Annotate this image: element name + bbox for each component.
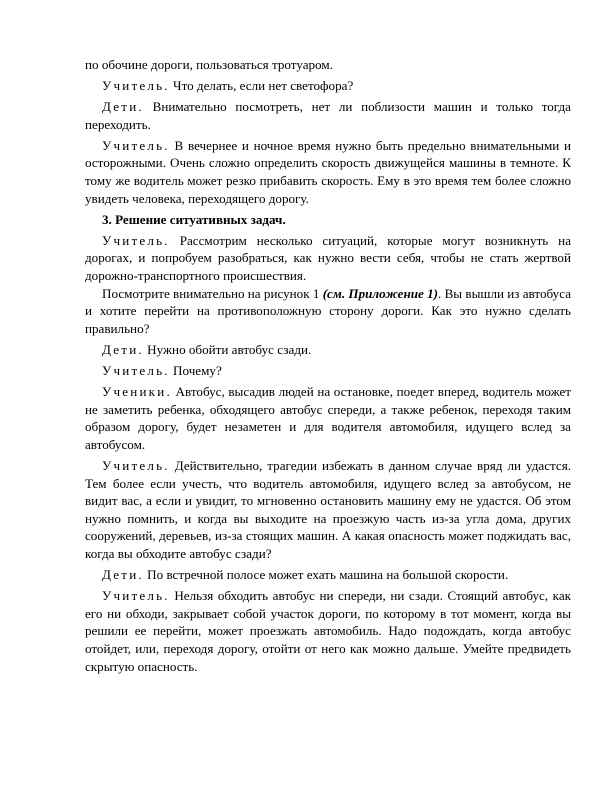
- paragraph-children-oncoming: [85, 566, 571, 584]
- speaker-label: Учитель.: [102, 232, 170, 248]
- speaker-label: Учитель.: [102, 588, 170, 604]
- document-page: [85, 56, 571, 679]
- speaker-label: Дети.: [102, 567, 144, 583]
- speaker-label: Ученики.: [102, 384, 172, 400]
- speaker-label: Дети.: [102, 341, 144, 357]
- speaker-label: Дети.: [102, 99, 144, 115]
- speaker-label: Учитель.: [102, 137, 170, 153]
- paragraph-teacher-night: [85, 137, 571, 207]
- paragraph-teacher-question: [85, 77, 571, 95]
- paragraph-text: по обочине дороги, пользоваться тротуаром.: [85, 57, 333, 72]
- paragraph-text: В вечернее и ночное время нужно быть предельно внимательными и осторожными. Очень сложно определить скорость движущейся машины в темноте. К тому же водитель может резко прибавить скорость. Ему в это время тем более сложно увидеть человека, переходящего дорогу.: [85, 137, 571, 206]
- paragraph-text: Почему?: [169, 363, 222, 378]
- paragraph-text: Рассмотрим несколько ситуаций, которые могут возникнуть на дорогах, и попробуем разобраться, как нужно вести себя, чтобы не стать жертвой дорожно-транспортного происшествия.: [85, 232, 571, 284]
- paragraph-sidewalk: [85, 56, 571, 74]
- paragraph-students-answer: [85, 383, 571, 453]
- paragraph-text: Автобус, высадив людей на остановке, поедет вперед, водитель может не заметить ребенка, обходящего автобус спереди, а также ребенок, переходя таким образом дорогу, будет незаметен и для водителя автомобиля, идущего вслед за автобусом.: [85, 384, 571, 452]
- paragraph-children-behind: [85, 341, 571, 359]
- speaker-label: Учитель.: [102, 363, 170, 378]
- paragraph-teacher-conclusion: [85, 587, 571, 675]
- speaker-label: Учитель.: [102, 457, 170, 473]
- speaker-label: Учитель.: [102, 78, 170, 94]
- section-heading: 3. Решение ситуативных задач.: [102, 211, 286, 227]
- paragraph-text: Нужно обойти автобус сзади.: [143, 341, 312, 357]
- paragraph-teacher-tragedy: [85, 457, 571, 563]
- paragraph-text: По встречной полосе может ехать машина на большой скорости.: [143, 567, 509, 583]
- paragraph-teacher-situations: [85, 232, 571, 285]
- paragraph-text: . Вы вышли из автобуса и хотите перейти на противоположную сторону дороги. Как это нужно сделать правильно?: [85, 285, 571, 336]
- paragraph-picture-reference: [85, 285, 571, 338]
- paragraph-text: Действительно, трагедии избежать в данном случае вряд ли удастся. Тем более если учесть, что водитель автомобиля, идущего вслед за автобусом, не видит вас, а если и увидит, то мгновенно остановить машину ему не удастся. Об этом нужно помнить, и когда вы выходите на проезжую часть из-за угла дома, других сооружений, деревьев, из-за стоящих машин. А какая опасность может поджидать вас, когда вы обходите автобус сзади?: [85, 457, 571, 561]
- appendix-reference: (см. Приложение 1): [322, 285, 439, 301]
- paragraph-children-answer: [85, 98, 571, 133]
- paragraph-text: Что делать, если нет светофора?: [169, 78, 354, 94]
- paragraph-text: Посмотрите внимательно на рисунок 1: [102, 285, 323, 301]
- paragraph-text: Внимательно посмотреть, нет ли поблизости машин и только тогда переходить.: [85, 99, 571, 132]
- paragraph-teacher-why: [85, 362, 571, 380]
- paragraph-text: Нельзя обходить автобус ни спереди, ни сзади. Стоящий автобус, как его ни обходи, закрывает собой участок дороги, по которому в тот момент, когда вы решили ее перейти, может проезжать автомобиль. Надо подождать, когда автобус отойдет, или, переходя дорогу, отойти от него как можно дальше. Умейте предвидеть скрытую опасность.: [85, 588, 571, 674]
